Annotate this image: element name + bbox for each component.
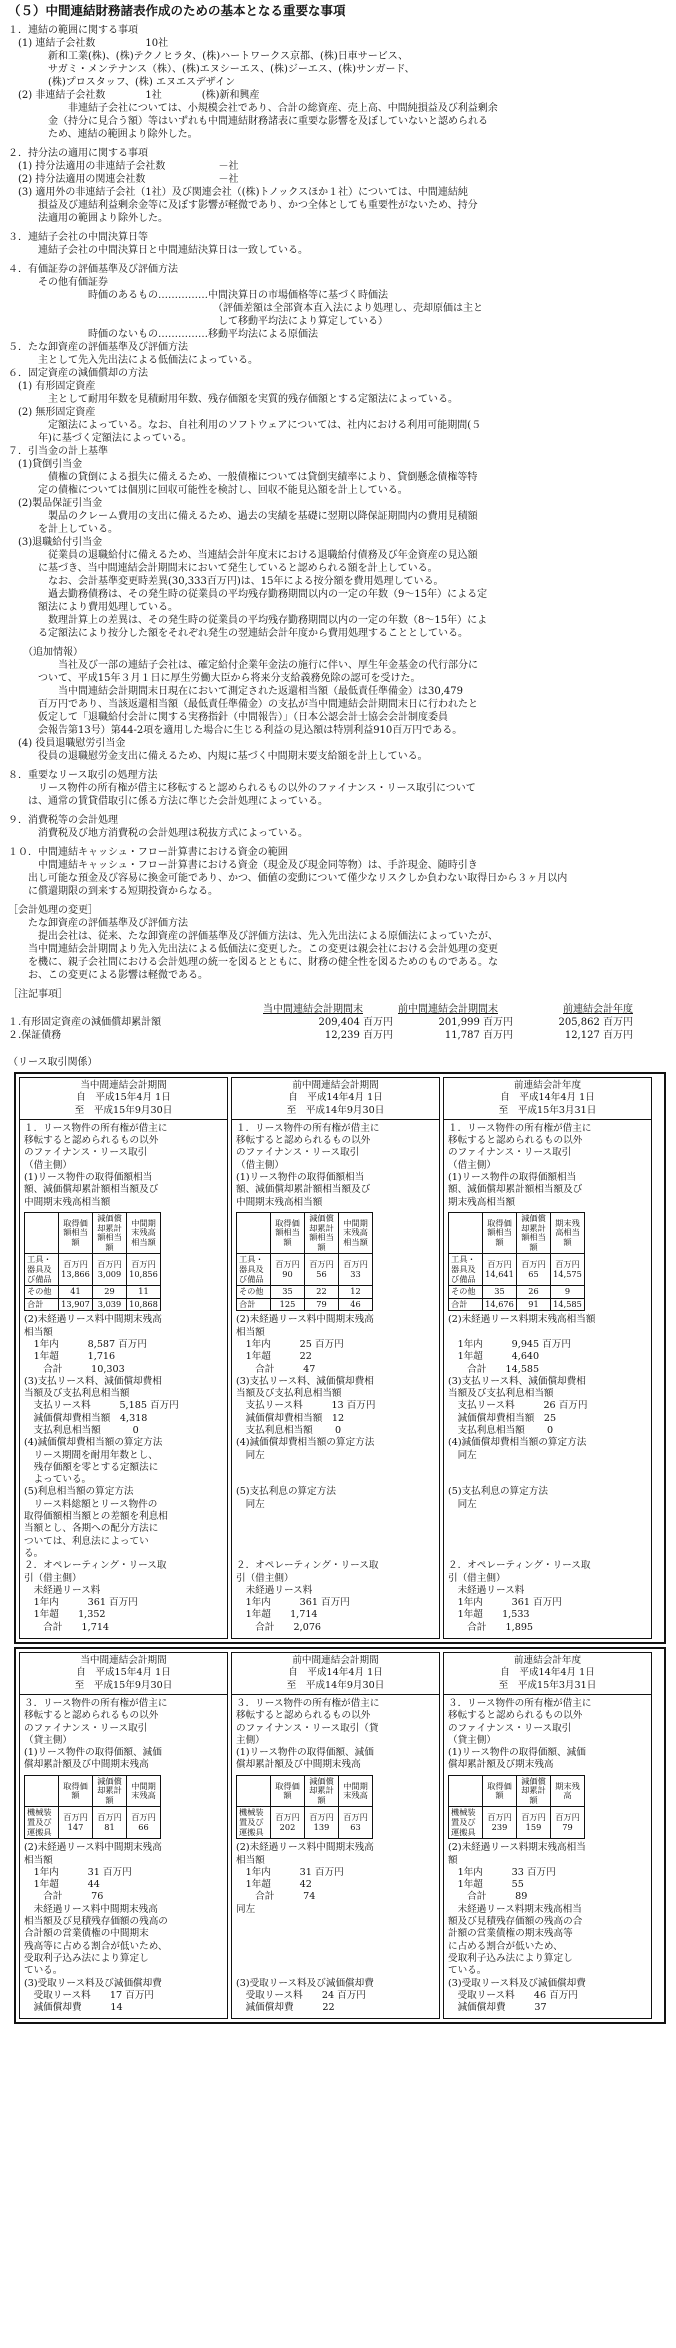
mini-value-cell: 百万円 159 xyxy=(517,1807,551,1839)
lease-mini-table xyxy=(24,1212,161,1311)
mini-value-cell: 百万円 14,641 xyxy=(483,1254,517,1286)
text-line: なお、会計基準変更時差異(30,333百万円)は、15年による按分額を費用処理している。 xyxy=(8,576,444,587)
notes-row xyxy=(8,1029,633,1042)
text-line: 連結子会社の中間決算日と中間連結決算日は一致している。 xyxy=(8,245,308,256)
text-line: (4) 役員退職慰労引当金 xyxy=(8,738,126,749)
text-line: 過去勤務債務は、その発生時の従業員の平均残存勤務期間以内の一定の年数（9～15年）による定 xyxy=(8,589,488,600)
text-line: 製品のクレーム費用の支出に備えるため、過去の実績を基礎に翌期以降保証期間内の費用見積額 xyxy=(8,511,478,522)
text-line: 当中間連結会計期間より先入先出法による低価法に変更した。この変更は親会社における会計処理の変更 xyxy=(8,944,498,955)
lease-mini-table xyxy=(448,1775,585,1840)
period-header: 前中間連結会計期間 自 平成14年4月 1日 至 平成14年9月30日 xyxy=(232,1653,439,1695)
lease-column xyxy=(19,1077,228,1639)
text-line: ３．連結子会社の中間決算日等 xyxy=(8,232,148,243)
mini-value-cell: 百万円 3,009 xyxy=(93,1254,127,1286)
text-line: ８．重要なリース取引の処理方法 xyxy=(8,770,158,781)
mini-header-cell: 減価償却累計額相当額 xyxy=(93,1212,127,1253)
text-line: ため、連結の範囲より除外した。 xyxy=(8,129,198,140)
text-line: (3)退職給付引当金 xyxy=(8,537,103,548)
text-line: ７．引当金の計上基準 xyxy=(8,446,108,457)
mini-value-cell: 百万円 65 xyxy=(517,1254,551,1286)
text-line: 時価のないもの……………移動平均法による原価法 xyxy=(8,329,318,340)
row-value: 201,999 百万円 xyxy=(438,1017,513,1028)
text-line: に基づき、当中間連結会計期間末において発生していると認められる額を計上している。 xyxy=(8,563,438,574)
col-prior-year: 前連結会計年度 xyxy=(563,1004,633,1015)
col-prior-interim: 前中間連結会計期間末 xyxy=(398,1004,498,1015)
mini-value-cell: 35 xyxy=(271,1286,305,1299)
mini-row-label: 工具・器具及び備品 xyxy=(25,1254,59,1286)
mini-value-cell: 百万円 139 xyxy=(305,1807,339,1839)
text-line: ついて、平成15年３月１日に厚生労働大臣から将来分支給義務免除の認可を受けた。 xyxy=(8,673,421,684)
lease-column xyxy=(443,1652,652,2019)
lease-text: １．リース物件の所有権が借主に 移転すると認められるもの以外 のファイナンス・リース取引 （借主側） (1)リース物件の取得価額相当 額、減価償却累計額相当額及び 中間期末残高相当額 xyxy=(236,1122,380,1208)
text-line: 当中間連結会計期間末日現在において測定された返還相当額（最低責任準備金）は30,479 xyxy=(8,686,463,697)
text-line: に償還期限の到来する短期投資からなる。 xyxy=(8,886,218,897)
text-line: 中間連結キャッシュ・フロー計算書における資金（現金及び現金同等物）は、手許現金、随時引き xyxy=(8,860,478,871)
period-header: 当中間連結会計期間 自 平成15年4月 1日 至 平成15年9月30日 xyxy=(20,1653,227,1695)
mini-value-cell: 11 xyxy=(127,1286,161,1299)
mini-header-cell: 中間期末残高相当額 xyxy=(339,1212,373,1253)
text-line: (2) 持分法適用の関連会社数 －社 xyxy=(8,174,239,185)
text-line: (2) 無形固定資産 xyxy=(8,407,96,418)
text-line: 従業員の退職給付に備えるため、当連結会計年度末における退職給付債務及び年金資産の見込額 xyxy=(8,550,478,561)
mini-value-cell: 22 xyxy=(305,1286,339,1299)
text-line: 提出会社は、従来、たな卸資産の評価基準及び評価方法は、先入先出法による原価法によっていたが、 xyxy=(8,931,498,942)
text-line: は、通常の賃貸借取引に係る方法に準じた会計処理によっている。 xyxy=(8,796,328,807)
mini-value-cell: 百万円 13,866 xyxy=(59,1254,93,1286)
text-line: (株)プロスタッフ、(株) エヌエスデザイン xyxy=(8,77,236,88)
mini-header-cell: 中間期末残高相当額 xyxy=(127,1212,161,1253)
text-line: 時価のあるもの……………中間決算日の市場価格等に基づく時価法 xyxy=(8,290,388,301)
text-line: 消費税及び地方消費税の会計処理は税抜方式によっている。 xyxy=(8,828,308,839)
mini-header-cell: 取得価額相当額 xyxy=(483,1212,517,1253)
notes-row xyxy=(8,1016,633,1029)
lease-column xyxy=(231,1077,440,1639)
text-line: 出し可能な預金及び容易に換金可能であり、かつ、価値の変動について僅少なリスクしか負わない取得日から３ヶ月以内 xyxy=(8,873,568,884)
mini-header-cell: 減価償却累計額 xyxy=(93,1775,127,1807)
text-line: 当社及び一部の連結子会社は、確定給付企業年金法の施行に伴い、厚生年金基金の代行部分に xyxy=(8,660,478,671)
mini-header-cell xyxy=(237,1212,271,1253)
text-line: 債権の貸倒による損失に備えるため、一般債権については貸倒実績率により、貸倒懸念債権等特 xyxy=(8,472,478,483)
mini-header-cell: 減価償却累計額相当額 xyxy=(305,1212,339,1253)
lease-table-1 xyxy=(14,1072,666,1644)
lease-text: １．リース物件の所有権が借主に 移転すると認められるもの以外 のファイナンス・リース取引 （借主側） (1)リース物件の取得価額相当 額、減価償却累計額相当額及び 期末残高相当額 xyxy=(448,1122,592,1208)
mini-header-cell: 減価償却累計額 xyxy=(305,1775,339,1807)
text-line: 役員の退職慰労金支出に備えるため、内規に基づく中間期末要支給額を計上している。 xyxy=(8,751,428,762)
row-value: 11,787 百万円 xyxy=(444,1030,513,1041)
mini-value-cell: 29 xyxy=(93,1286,127,1299)
mini-header-cell: 中間期末残高 xyxy=(339,1775,373,1807)
mini-value-cell: 12 xyxy=(339,1286,373,1299)
mini-header-cell xyxy=(237,1775,271,1807)
lease-column xyxy=(231,1652,440,2019)
mini-header-cell: 取得価額 xyxy=(271,1775,305,1807)
text-line: １．連結の範囲に関する事項 xyxy=(8,25,138,36)
text-line: 数理計算上の差異は、その発生時の従業員の平均残存勤務期間以内の一定の年数（8～15年）によ xyxy=(8,615,488,626)
notes-table-header xyxy=(228,1003,633,1016)
mini-row-label: 機械装置及び運搬具 xyxy=(449,1807,483,1839)
text-line: （評価差額は全部資本直入法により処理し、売却原価は主と xyxy=(8,303,483,314)
mini-value-cell: 百万円 14,575 xyxy=(551,1254,585,1286)
lease-mini-table xyxy=(448,1212,585,1311)
mini-value-cell: 14,676 xyxy=(483,1298,517,1311)
mini-value-cell: 26 xyxy=(517,1286,551,1299)
lease-section-title: （リース取引関係） xyxy=(8,1057,98,1068)
text-line: (3) 適用外の非連結子会社（1社）及び関連会社（(株)トノックスほか１社）については、中間連結純 xyxy=(8,187,468,198)
text-line: 新和工業(株)、(株)テクノヒラタ、(株)ハートワークス京都、(株)日車サービス、 xyxy=(8,51,409,62)
text-line: ９．消費税等の会計処理 xyxy=(8,815,118,826)
lease-text: １．リース物件の所有権が借主に 移転すると認められるもの以外 のファイナンス・リース取引 （借主側） (1)リース物件の取得価額相当 額、減価償却累計額相当額及び 中間期末残高相当額 xyxy=(24,1122,168,1208)
mini-value-cell: 125 xyxy=(271,1298,305,1311)
lease-text: (2)未経過リース料期末残高相当 額 1年内 33 百万円 1年超 55 合計 89 未経過リース料期末残高相当 額及び見積残存価額の残高の合 計額の営業債権の期末残高等 に占める割合が低いため、 受取利子込み法により算定し ている。 (3)受取リース料及び減価償却費 受取リース料 46 百万円 減価償却費 37 xyxy=(448,1842,586,2014)
mini-row-label: その他 xyxy=(449,1286,483,1299)
mini-value-cell: 百万円 81 xyxy=(93,1807,127,1839)
text-line: 百万円であり、当該返還相当額（最低責任準備金）の支払が当中間連結会計期間末日に行われたと xyxy=(8,699,478,710)
text-line: （追加情報） xyxy=(8,647,83,658)
mini-row-label: その他 xyxy=(237,1286,271,1299)
lease-text: (2)未経過リース料中間期末残高 相当額 1年内 31 百万円 1年超 44 合計 76 未経過リース料中間期末残高 相当額及び見積残存価額の残高の 合計額の営業債権の中間期末 残高等に占める割合が低いため、 受取利子込み法により算定し ている。 (3)受取リース料及び減価償却費 受取リース料 17 百万円 減価償却費 14 xyxy=(24,1842,168,2014)
period-header: 当中間連結会計期間 自 平成15年4月 1日 至 平成15年9月30日 xyxy=(20,1078,227,1120)
mini-header-cell: 取得価額相当額 xyxy=(59,1212,93,1253)
lease-text: (2)未経過リース料中間期末残高 相当額 1年内 8,587 百万円 1年超 1,716 合計 10,303 (3)支払リース料、減価償却費相 当額及び支払利息相当額 支払リース料 5,185 百万円 減価償却費相当額 4,318 支払利息相当額 0 (4)減価償却費相当額の算定方法 リース期間を耐用年数とし、 残存価額を零とする定額法に よっている。 (5)利息相当額の算定方法 リース料総額とリース物件の 取得価額相当額との差額を利息相 当額とし、各期への配分方法に ついては、利息法によってい る。 ２．オペレーティング・リース取 引（借主側） 未経過リース料 1年内 361 百万円 1年超 1,352 合計 1,714 xyxy=(24,1314,179,1633)
text-line: お、この変更による影響は軽微である。 xyxy=(8,970,208,981)
text-line: (1) 連結子会社数 10社 xyxy=(8,38,169,49)
text-line: 損益及び連結利益剰余金等に及ぼす影響が軽微であり、かつ全体としても重要性がないため、持分 xyxy=(8,200,478,211)
mini-row-label: 工具・器具及び備品 xyxy=(237,1254,271,1286)
row-label: ２.保証債務 xyxy=(8,1030,62,1041)
text-line: その他有価証券 xyxy=(8,277,108,288)
lease-column xyxy=(443,1077,652,1639)
text-line: 額法により費用処理している。 xyxy=(8,602,178,613)
mini-value-cell: 百万円 10,856 xyxy=(127,1254,161,1286)
text-line: 主として耐用年数を見積耐用年数、残存価額を実質的残存価額とする定額法によっている。 xyxy=(8,394,458,405)
text-line: １０．中間連結キャッシュ・フロー計算書における資金の範囲 xyxy=(8,847,288,858)
text-line: (1)貸倒引当金 xyxy=(8,459,83,470)
text-line: 会報告第13号）第44-2項を適用した場合に生じる利益の見込額は特別利益910百万円である。 xyxy=(8,725,463,736)
period-header: 前連結会計年度 自 平成14年4月 1日 至 平成15年3月31日 xyxy=(444,1653,651,1695)
lease-mini-table xyxy=(236,1775,373,1840)
text-line: サガミ・メンテナンス（株）、(株)エヌシーエス、(株)ジーエス、(株)サンガード、 xyxy=(8,64,415,75)
lease-mini-table xyxy=(236,1212,373,1311)
text-line: る定額法により按分した額をそれぞれ発生の翌連結会計年度から費用処理することとしている。 xyxy=(8,628,468,639)
mini-header-cell: 取得価額 xyxy=(59,1775,93,1807)
text-line: (2) 非連結子会社数 1社 (株)新和興産 xyxy=(8,90,260,101)
mini-value-cell: 35 xyxy=(483,1286,517,1299)
section-title: （５）中間連結財務諸表作成のための基本となる重要な事項 xyxy=(8,3,346,18)
lease-text: (2)未経過リース料中間期末残高 相当額 1年内 25 百万円 1年超 22 合計 47 (3)支払リース料、減価償却費相 当額及び支払利息相当額 支払リース料 13 百万円 減価償却費相当額 12 支払利息相当額 0 (4)減価償却費相当額の算定方法 同左 (5)支払利息の算定方法 同左 ２．オペレーティング・リース取 引（借主側） 未経過リース料 1年内 361 百万円 1年超 1,714 合計 2,076 xyxy=(236,1314,379,1633)
text-line: (1) 有形固定資産 xyxy=(8,381,96,392)
mini-row-label: 合計 xyxy=(25,1298,59,1311)
text-line: を機に、親子会社間における会計処理の統一を図るとともに、財務の健全性を図るためのものである。な xyxy=(8,957,498,968)
lease-text: ３．リース物件の所有権が借主に 移転すると認められるもの以外 のファイナンス・リース取引（貸 主側） (1)リース物件の取得価額、減価 償却累計額及び中間期末残高 xyxy=(236,1697,380,1771)
mini-header-cell xyxy=(449,1775,483,1807)
text-line: 非連結子会社については、小規模会社であり、合計の総資産、売上高、中間純損益及び利益剰余 xyxy=(8,103,498,114)
mini-value-cell: 14,585 xyxy=(551,1298,585,1311)
mini-value-cell: 百万円 147 xyxy=(59,1807,93,1839)
mini-value-cell: 91 xyxy=(517,1298,551,1311)
col-current: 当中間連結会計期間末 xyxy=(263,1004,363,1015)
text-line: 定額法によっている。なお、自社利用のソフトウェアについては、社内における利用可能期間(５ xyxy=(8,420,482,431)
text-line: して移動平均法により算定している） xyxy=(8,316,388,327)
mini-value-cell: 13,907 xyxy=(59,1298,93,1311)
mini-header-cell: 減価償却累計額相当額 xyxy=(517,1212,551,1253)
row-value: 205,862 百万円 xyxy=(558,1017,633,1028)
mini-value-cell: 79 xyxy=(305,1298,339,1311)
mini-value-cell: 百万円 202 xyxy=(271,1807,305,1839)
mini-value-cell: 3,039 xyxy=(93,1298,127,1311)
mini-value-cell: 百万円 33 xyxy=(339,1254,373,1286)
text-line: (1) 持分法適用の非連結子会社数 －社 xyxy=(8,161,239,172)
mini-value-cell: 百万円 66 xyxy=(127,1807,161,1839)
lease-text: ３．リース物件の所有権が借主に 移転すると認められるもの以外 のファイナンス・リース取引 （貸主側） (1)リース物件の取得価額、減価 償却累計額及び期末残高 xyxy=(448,1697,592,1771)
mini-header-cell xyxy=(25,1775,59,1807)
text-line: たな卸資産の評価基準及び評価方法 xyxy=(8,918,188,929)
text-line: 主として先入先出法による低価法によっている。 xyxy=(8,355,258,366)
lease-table-2 xyxy=(14,1647,666,2024)
text-line: 仮定して「退職給付会計に関する実務指針（中間報告）」（日本公認会計士協会会計制度委員 xyxy=(8,712,448,723)
row-value: 12,239 百万円 xyxy=(324,1030,393,1041)
mini-header-cell: 減価償却累計額 xyxy=(517,1775,551,1807)
mini-value-cell: 百万円 79 xyxy=(551,1807,585,1839)
period-header: 前連結会計年度 自 平成14年4月 1日 至 平成15年3月31日 xyxy=(444,1078,651,1120)
period-header: 前中間連結会計期間 自 平成14年4月 1日 至 平成14年9月30日 xyxy=(232,1078,439,1120)
row-value: 209,404 百万円 xyxy=(318,1017,393,1028)
mini-header-cell: 取得価額 xyxy=(483,1775,517,1807)
mini-header-cell xyxy=(25,1212,59,1253)
lease-text: ３．リース物件の所有権が借主に 移転すると認められるもの以外 のファイナンス・リース取引 （貸主側） (1)リース物件の取得価額、減価 償却累計額及び中間期末残高 xyxy=(24,1697,168,1771)
mini-value-cell: 41 xyxy=(59,1286,93,1299)
mini-header-cell: 取得価額相当額 xyxy=(271,1212,305,1253)
lease-text: (2)未経過リース料期末残高相当額 1年内 9,945 百万円 1年超 4,640 合計 14,585 (3)支払リース料、減価償却費相 当額及び支払利息相当額 支払リース料 26 百万円 減価償却費相当額 25 支払利息相当額 0 (4)減価償却費相当額の算定方法 同左 (5)支払利息の算定方法 同左 ２．オペレーティング・リース取 引（借主側） 未経過リース料 1年内 361 百万円 1年超 1,533 合計 1,895 xyxy=(448,1314,596,1633)
mini-row-label: 機械装置及び運搬具 xyxy=(237,1807,271,1839)
lease-column xyxy=(19,1652,228,2019)
text-line: リース物件の所有権が借主に移転すると認められるもの以外のファイナンス・リース取引について xyxy=(8,783,476,794)
mini-row-label: 合計 xyxy=(449,1298,483,1311)
mini-row-label: 工具・器具及び備品 xyxy=(449,1254,483,1286)
row-label: １.有形固定資産の減価償却累計額 xyxy=(8,1017,162,1028)
text-line: (2)製品保証引当金 xyxy=(8,498,103,509)
mini-row-label: 合計 xyxy=(237,1298,271,1311)
mini-header-cell: 期末残高相当額 xyxy=(551,1212,585,1253)
mini-value-cell: 百万円 90 xyxy=(271,1254,305,1286)
notes-body xyxy=(8,24,666,1001)
mini-value-cell: 9 xyxy=(551,1286,585,1299)
mini-row-label: その他 xyxy=(25,1286,59,1299)
text-line: 年)に基づく定額法によっている。 xyxy=(8,433,192,444)
mini-value-cell: 46 xyxy=(339,1298,373,1311)
text-line: ［注記事項］ xyxy=(8,989,68,1000)
text-line: ［会計処理の変更］ xyxy=(8,905,98,916)
mini-value-cell: 百万円 239 xyxy=(483,1807,517,1839)
lease-mini-table xyxy=(24,1775,161,1840)
lease-text: (2)未経過リース料中間期末残高 相当額 1年内 31 百万円 1年超 42 合計 74 同左 (3)受取リース料及び減価償却費 受取リース料 24 百万円 減価償却費 22 xyxy=(236,1842,374,2014)
text-line: を計上している。 xyxy=(8,524,118,535)
mini-header-cell xyxy=(449,1212,483,1253)
text-line: ４．有価証券の評価基準及び評価方法 xyxy=(8,264,178,275)
text-line: ５．たな卸資産の評価基準及び評価方法 xyxy=(8,342,188,353)
mini-value-cell: 百万円 56 xyxy=(305,1254,339,1286)
text-line: ２．持分法の適用に関する事項 xyxy=(8,148,148,159)
text-line: 金（持分に見合う額）等はいずれも中間連結財務諸表に重要な影響を及ぼしていないと認められる xyxy=(8,116,488,127)
text-line: 定の債権については個別に回収可能性を検討し、回収不能見込額を計上している。 xyxy=(8,485,408,496)
mini-header-cell: 中間期末残高 xyxy=(127,1775,161,1807)
row-value: 12,127 百万円 xyxy=(564,1030,633,1041)
mini-value-cell: 10,868 xyxy=(127,1298,161,1311)
mini-row-label: 機械装置及び運搬具 xyxy=(25,1807,59,1839)
mini-value-cell: 百万円 63 xyxy=(339,1807,373,1839)
text-line: ６．固定資産の減価償却の方法 xyxy=(8,368,148,379)
mini-header-cell: 期末残高 xyxy=(551,1775,585,1807)
text-line: 法適用の範囲より除外した。 xyxy=(8,213,168,224)
